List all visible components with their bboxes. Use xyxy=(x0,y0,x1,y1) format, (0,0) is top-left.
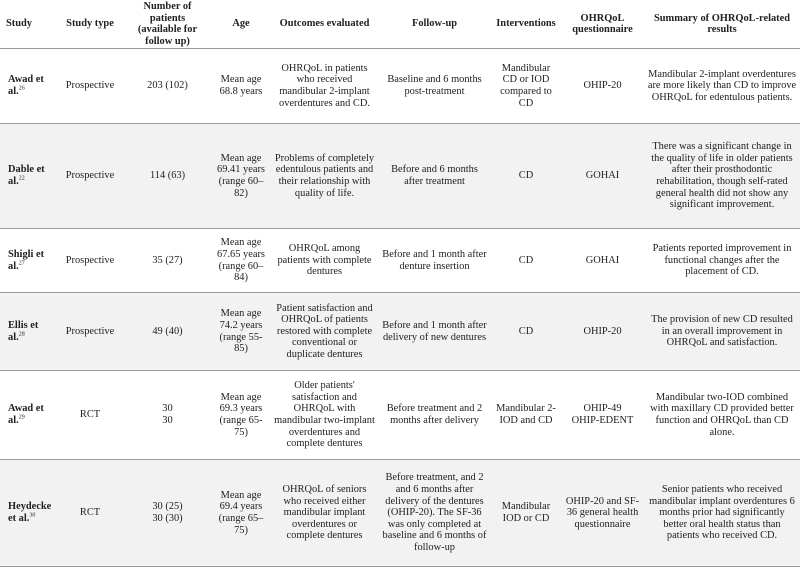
patients-cell: 49 (40) xyxy=(124,293,211,371)
table-row xyxy=(0,124,800,229)
age-cell: Mean age 69.41 years (range 60–82) xyxy=(211,124,271,229)
outcomes-cell: Older patients' satisfaction and OHRQoL with mandibular two-implant overdentures and complete dentures xyxy=(271,371,378,460)
followup-cell: Before and 1 month after denture insertion xyxy=(378,229,491,293)
followup-cell: Before treatment and 2 months after delivery xyxy=(378,371,491,460)
patients-cell: 30 30 xyxy=(124,371,211,460)
table-row xyxy=(0,49,800,124)
study-author: Awad et al. xyxy=(8,74,44,97)
study-ref: 28 xyxy=(18,331,25,338)
outcomes-cell: Problems of completely edentulous patients and their relationship with quality of life. xyxy=(271,124,378,229)
followup-cell: Before and 1 month after delivery of new dentures xyxy=(378,293,491,371)
study-author: Shigli et al. xyxy=(8,248,45,272)
header-study: Study xyxy=(0,0,56,49)
age-cell: Mean age 69.4 years (range 65–75) xyxy=(211,460,271,567)
interventions-cell: CD xyxy=(491,229,561,293)
summary-cell: Senior patients who received mandibular implant overdentures 6 months prior had significantly better oral health status than patients who received CD. xyxy=(644,460,800,567)
table-row xyxy=(0,460,800,567)
questionnaire-cell: GOHAI xyxy=(561,229,644,293)
header-study-type: Study type xyxy=(56,0,124,49)
study-author: Heydecke et al. xyxy=(8,501,52,524)
header-outcomes: Outcomes evaluated xyxy=(271,0,378,49)
followup-cell: Before and 6 months after treatment xyxy=(378,124,491,229)
age-cell: Mean age 69.3 years (range 65-75) xyxy=(211,371,271,460)
age-cell: Mean age 74.2 years (range 55-85) xyxy=(211,293,271,371)
interventions-cell: Mandibular CD or IOD compared to CD xyxy=(491,49,561,124)
summary-cell: The provision of new CD resulted in an overall improvement in OHRQoL and satisfaction. xyxy=(644,293,800,371)
header-interventions: Interventions xyxy=(491,0,561,49)
study-ref: 30 xyxy=(29,512,36,519)
study-type-cell: Prospective xyxy=(56,124,124,229)
study-type-cell: RCT xyxy=(56,371,124,460)
followup-cell: Baseline and 6 months post-treatment xyxy=(378,49,491,124)
study-ref: 27 xyxy=(18,260,25,267)
header-summary: Summary of OHRQoL-related results xyxy=(644,0,800,49)
study-type-cell: Prospective xyxy=(56,49,124,124)
interventions-cell: CD xyxy=(491,124,561,229)
questionnaire-cell: OHIP-49 OHIP-EDENT xyxy=(561,371,644,460)
study-author: Ellis et al. xyxy=(8,319,39,343)
study-author: Dable et al. xyxy=(8,164,45,187)
questionnaire-cell: GOHAI xyxy=(561,124,644,229)
header-questionnaire: OHRQoL questionnaire xyxy=(561,0,644,49)
summary-cell: Mandibular two-IOD combined with maxillary CD provided better function and OHRQoL than CD alone. xyxy=(644,371,800,460)
study-ref: 26 xyxy=(18,85,25,92)
questionnaire-cell: OHIP-20 and SF-36 general health questionnaire xyxy=(561,460,644,567)
study-type-cell: Prospective xyxy=(56,229,124,293)
study-type-cell: RCT xyxy=(56,460,124,567)
patients-cell: 114 (63) xyxy=(124,124,211,229)
study-cell xyxy=(0,229,56,293)
questionnaire-cell: OHIP-20 xyxy=(561,49,644,124)
age-cell: Mean age 67.65 years (range 60–84) xyxy=(211,229,271,293)
outcomes-cell: OHRQoL among patients with complete dentures xyxy=(271,229,378,293)
study-cell xyxy=(0,293,56,371)
patients-cell: 203 (102) xyxy=(124,49,211,124)
header-followup: Follow-up xyxy=(378,0,491,49)
patients-cell: 30 (25) 30 (30) xyxy=(124,460,211,567)
header-row xyxy=(0,0,800,49)
study-author: Awad et al. xyxy=(8,403,44,426)
interventions-cell: Mandibular IOD or CD xyxy=(491,460,561,567)
followup-cell: Before treatment, and 2 and 6 months after delivery of the dentures (OHIP-20). The SF-36 was only completed at baseline and 6 months of follow-up xyxy=(378,460,491,567)
outcomes-cell: Patient satisfaction and OHRQoL of patients restored with complete conventional or duplicate dentures xyxy=(271,293,378,371)
table-row xyxy=(0,371,800,460)
interventions-cell: Mandibular 2-IOD and CD xyxy=(491,371,561,460)
study-cell xyxy=(0,49,56,124)
patients-cell: 35 (27) xyxy=(124,229,211,293)
table-row xyxy=(0,293,800,371)
summary-cell: Mandibular 2-implant overdentures are more likely than CD to improve OHRQoL for edentulous patients. xyxy=(644,49,800,124)
study-ref: 29 xyxy=(18,414,25,421)
interventions-cell: CD xyxy=(491,293,561,371)
study-type-cell: Prospective xyxy=(56,293,124,371)
summary-cell: There was a significant change in the quality of life in older patients after their prosthodontic rehabilitation, though self-rated general health did not show any significant improvement. xyxy=(644,124,800,229)
outcomes-cell: OHRQoL of seniors who received either mandibular implant overdentures or complete dentures xyxy=(271,460,378,567)
study-ref: 22 xyxy=(18,175,25,182)
age-cell: Mean age 68.8 years xyxy=(211,49,271,124)
study-cell xyxy=(0,460,56,567)
outcomes-cell: OHRQoL in patients who received mandibular 2-implant overdentures and CD. xyxy=(271,49,378,124)
study-cell xyxy=(0,124,56,229)
study-cell xyxy=(0,371,56,460)
header-patients: Number of patients (available for follow up) xyxy=(124,0,211,49)
summary-cell: Patients reported improvement in functional changes after the placement of CD. xyxy=(644,229,800,293)
header-age: Age xyxy=(211,0,271,49)
table-row xyxy=(0,229,800,293)
questionnaire-cell: OHIP-20 xyxy=(561,293,644,371)
